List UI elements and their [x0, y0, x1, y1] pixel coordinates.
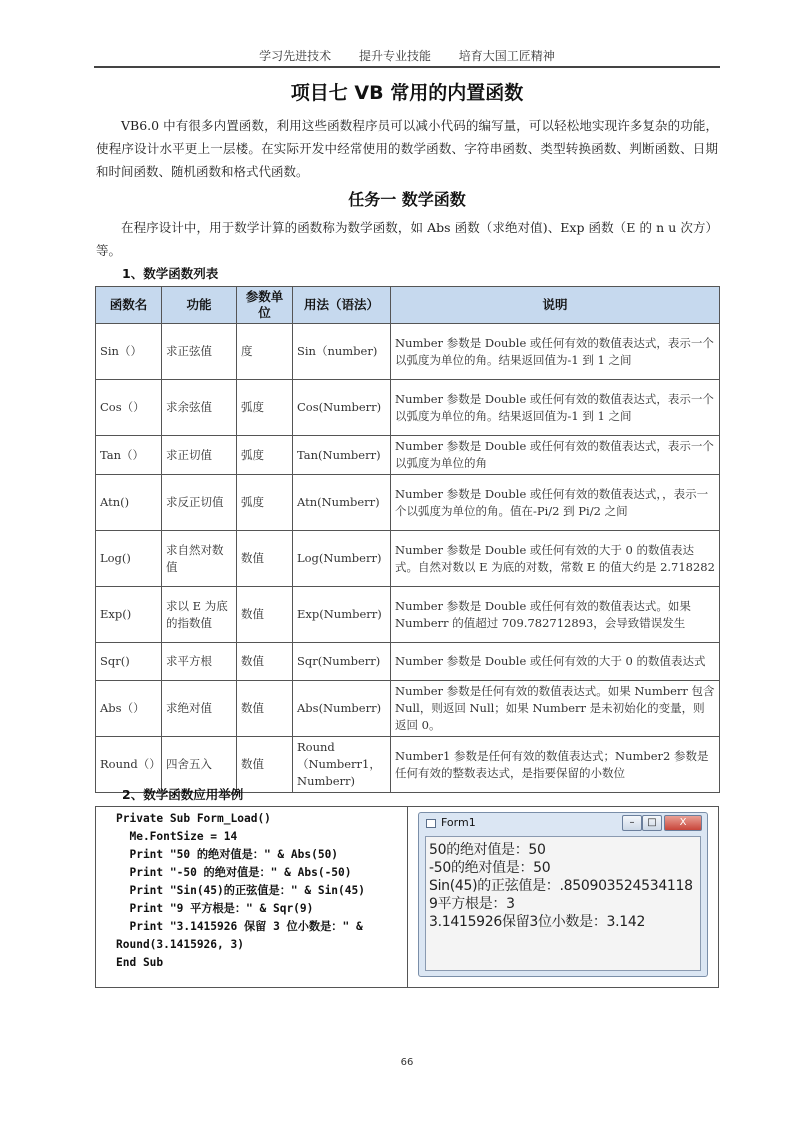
cell-description: Number 参数是 Double 或任何有效的数值表达式，，表示一个以弧度为单位的角。值在-Pi/2 到 Pi/2 之间	[391, 475, 720, 531]
cell-description: Number 参数是 Double 或任何有效的大于 0 的数值表达式。自然对数以 E 为底的对数，常数 E 的值大约是 2.718282	[391, 531, 720, 587]
cell-description: Number 参数是 Double 或任何有效的大于 0 的数值表达式	[391, 643, 720, 681]
cell-name: Tan（）	[96, 436, 162, 475]
form-titlebar[interactable]	[419, 813, 707, 835]
output-line: 9平方根是：3	[429, 896, 515, 912]
cell-name: Cos（）	[96, 380, 162, 436]
code-line: Round(3.1415926, 3)	[116, 938, 244, 951]
cell-unit: 数值	[237, 531, 293, 587]
form-title: Form1	[441, 816, 476, 829]
cell-name: Log()	[96, 531, 162, 587]
table-row	[96, 324, 720, 380]
code-line: Print "Sin(45)的正弦值是：" & Sin(45)	[116, 884, 365, 897]
cell-name: Sqr()	[96, 643, 162, 681]
cell-name: Round（）	[96, 737, 162, 793]
math-function-table	[95, 286, 720, 793]
table-header-row	[96, 287, 720, 324]
cell-function: 求反正切值	[162, 475, 237, 531]
cell-description: Number 参数是 Double 或任何有效的数值表达式。如果 Numberr 的值超过 709.782712893，会导致错误发生	[391, 587, 720, 643]
cell-usage: Cos(Numberr)	[293, 380, 391, 436]
cell-usage: Round（Numberr1，Numberr)	[293, 737, 391, 793]
cell-name: Exp()	[96, 587, 162, 643]
cell-description: Number 参数是任何有效的数值表达式。如果 Numberr 包含 Null，则返回 Null；如果 Numberr 是未初始化的变量，则返回 0。	[391, 681, 720, 737]
cell-usage: Atn(Numberr)	[293, 475, 391, 531]
form-client-area	[425, 836, 701, 971]
header-unit: 参数单位	[237, 287, 293, 324]
cell-function: 求以 E 为底的指数值	[162, 587, 237, 643]
cell-usage: Abs(Numberr)	[293, 681, 391, 737]
maximize-button[interactable]: □	[642, 815, 662, 831]
table-row	[96, 681, 720, 737]
cell-function: 求正切值	[162, 436, 237, 475]
cell-unit: 数值	[237, 587, 293, 643]
cell-unit: 弧度	[237, 475, 293, 531]
cell-unit: 弧度	[237, 436, 293, 475]
cell-function: 求余弦值	[162, 380, 237, 436]
header-name: 函数名	[96, 287, 162, 324]
cell-unit: 度	[237, 324, 293, 380]
output-line: Sin(45)的正弦值是：.850903524534118	[429, 878, 693, 894]
header-function: 功能	[162, 287, 237, 324]
cell-unit: 弧度	[237, 380, 293, 436]
minimize-button[interactable]: –	[622, 815, 642, 831]
code-line: Print "9 平方根是：" & Sqr(9)	[116, 902, 314, 915]
code-listing	[96, 807, 408, 987]
cell-name: Sin（）	[96, 324, 162, 380]
table-row	[96, 436, 720, 475]
code-line: Private Sub Form_Load()	[116, 812, 271, 825]
table-row	[96, 643, 720, 681]
output-line: 50的绝对值是：50	[429, 842, 546, 858]
running-header: 学习先进技术 提升专业技能 培育大国工匠精神	[259, 49, 555, 63]
code-line: Print "50 的绝对值是：" & Abs(50)	[116, 848, 339, 861]
example-box	[95, 806, 719, 988]
cell-name: Abs（）	[96, 681, 162, 737]
section-heading-function-list: 1、数学函数列表	[122, 266, 219, 281]
code-line: End Sub	[116, 956, 164, 969]
cell-name: Atn()	[96, 475, 162, 531]
cell-function: 求正弦值	[162, 324, 237, 380]
cell-function: 求自然对数值	[162, 531, 237, 587]
output-line: 3.1415926保留3位小数是：3.142	[429, 914, 646, 930]
output-line: -50的绝对值是：50	[429, 860, 551, 876]
cell-usage: Sin（number)	[293, 324, 391, 380]
table-row	[96, 587, 720, 643]
code-line: Me.FontSize = 14	[116, 830, 238, 843]
header-usage: 用法（语法）	[293, 287, 391, 324]
code-line: Print "3.1415926 保留 3 位小数是：" &	[116, 920, 363, 933]
cell-description: Number 参数是 Double 或任何有效的数值表达式，表示一个以弧度为单位的角。结果返回值为-1 到 1 之间	[391, 324, 720, 380]
task-title: 任务一 数学函数	[348, 190, 466, 209]
cell-unit: 数值	[237, 643, 293, 681]
table-row	[96, 531, 720, 587]
code-line: Print "-50 的绝对值是：" & Abs(-50)	[116, 866, 352, 879]
cell-description: Number1 参数是任何有效的数值表达式；Number2 参数是任何有效的整数表达式，是指要保留的小数位	[391, 737, 720, 793]
cell-description: Number 参数是 Double 或任何有效的数值表达式，表示一个以弧度为单位的角。结果返回值为-1 到 1 之间	[391, 380, 720, 436]
close-button[interactable]: X	[664, 815, 702, 831]
cell-usage: Sqr(Numberr)	[293, 643, 391, 681]
header-description: 说明	[391, 287, 720, 324]
table-row	[96, 380, 720, 436]
cell-function: 求平方根	[162, 643, 237, 681]
table-row	[96, 475, 720, 531]
cell-unit: 数值	[237, 737, 293, 793]
cell-description: Number 参数是 Double 或任何有效的数值表达式，表示一个以弧度为单位的角	[391, 436, 720, 475]
cell-unit: 数值	[237, 681, 293, 737]
section-heading-example: 2、数学函数应用举例	[122, 787, 244, 802]
page-number: 66	[400, 1057, 414, 1068]
cell-function: 求绝对值	[162, 681, 237, 737]
cell-usage: Tan(Numberr)	[293, 436, 391, 475]
page-title: 项目七 VB 常用的内置函数	[290, 82, 524, 104]
cell-usage: Exp(Numberr)	[293, 587, 391, 643]
intro-paragraph: VB6.0 中有很多内置函数，利用这些函数程序员可以减小代码的编写量，可以轻松地实现许多复杂的功能，使程序设计水平更上一层楼。在实际开发中经常使用的数学函数、字符串函数、类型转换函数、判断函数、日期和时间函数、随机函数和格式代函数。	[96, 118, 718, 179]
cell-usage: Log(Numberr)	[293, 531, 391, 587]
form-window-icon	[426, 819, 436, 828]
header-rule	[94, 66, 720, 68]
task-intro-paragraph: 在程序设计中，用于数学计算的函数称为数学函数，如 Abs 函数（求绝对值)、Exp 函数（E 的 n u 次方）等。	[96, 220, 718, 258]
cell-function: 四舍五入	[162, 737, 237, 793]
form1-window	[418, 812, 708, 977]
